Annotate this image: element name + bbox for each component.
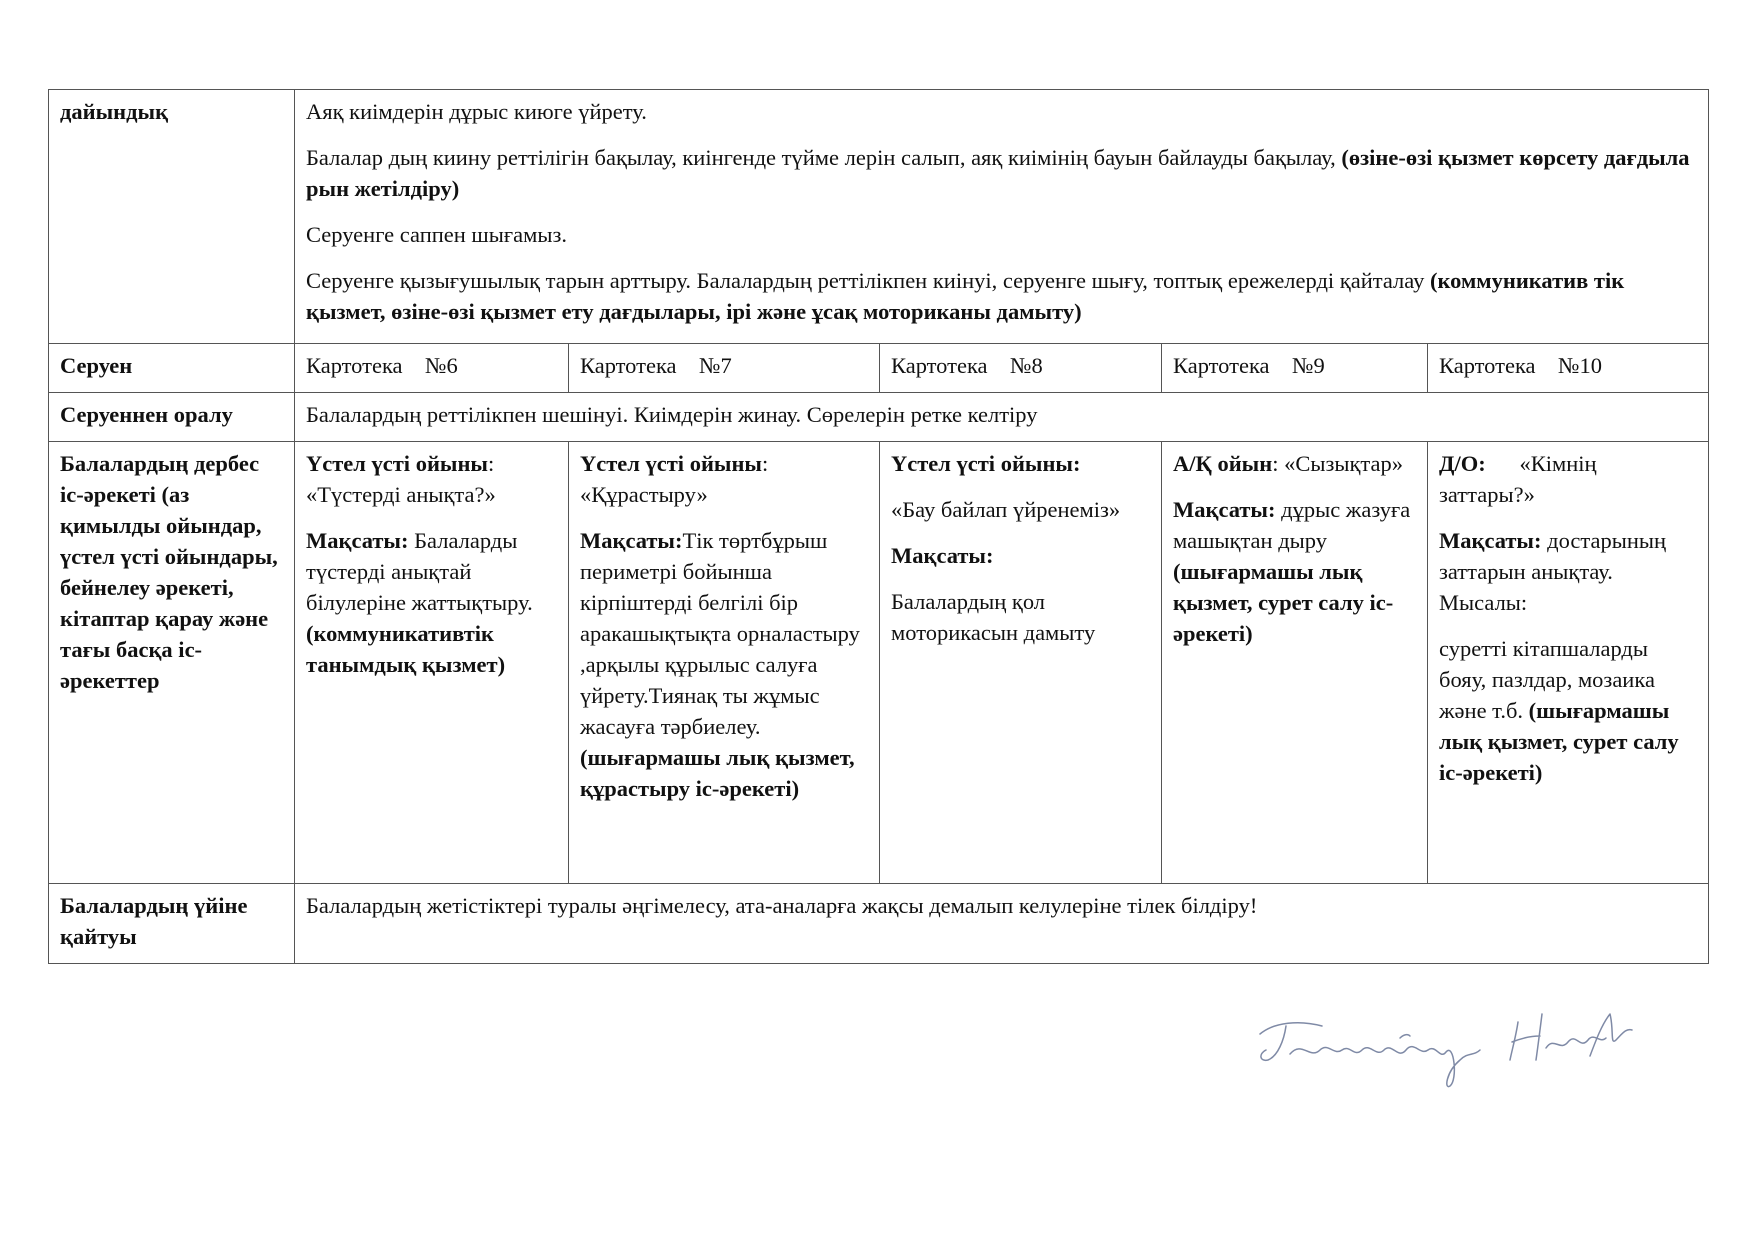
preparation-p4 [306, 265, 1697, 327]
activity-4-goal-label: Мақсаты: [1173, 497, 1276, 522]
activity-1-game: : «Түстерді анықта?» [306, 451, 496, 507]
activity-5-game: «Кімнің заттары?» [1439, 451, 1603, 507]
activity-3-type [891, 448, 1150, 479]
activity-2-goal-text: Тік төртбұрыш периметрі бойынша кірпіштерді белгілі бір аракашықтықта орналастыру ,арқылы құрылыс салуға үйрету.Тиянақ ты жұмыс жасауға тәрбиелеу. [580, 528, 860, 739]
walk-card-3: Картотека №8 [880, 344, 1162, 393]
activity-2-goal [580, 525, 868, 804]
walk-card-1: Картотека №6 [295, 344, 569, 393]
activity-3-type-text: Үстел үсті ойыны: [891, 451, 1081, 476]
activity-4-goal-text: дұрыс жазуға машықтан дыру [1173, 497, 1411, 553]
activity-2-type: Үстел үсті ойыны [580, 451, 762, 476]
preparation-p1: Аяқ киімдерін дұрыс киюге үйрету. [306, 99, 647, 124]
activity-3-goal-label-text: Мақсаты: [891, 543, 994, 568]
activity-4-goal [1173, 494, 1416, 649]
activity-5-goal-text: достарының заттарын анықтау. Мысалы: [1439, 528, 1667, 615]
preparation-p2-bold: (өзіне-өзі қызмет көрсету дағдыла рын жетілдіру) [306, 145, 1690, 201]
row-label-home: Балалардың үйіне қайтуы [49, 884, 295, 964]
row-activities [49, 442, 1709, 884]
activity-4-type: А/Қ ойын [1173, 451, 1273, 476]
activity-5-extra-text: суретті кітапшаларды бояу, пазлдар, мозаика және т.б. [1439, 636, 1655, 723]
row-walk [49, 344, 1709, 393]
row-preparation [49, 90, 1709, 344]
plan-table [48, 89, 1709, 964]
preparation-p2-text: Балалар дың киину реттілігін бақылау, киінгенде түйме лерін салып, аяқ киімінің бауын байлауды бақылау, [306, 145, 1342, 170]
row-label-activities: Балалардың дербес іс-әрекеті (аз қимылды ойындар, үстел үсті ойындары, бейнелеу әрекеті, кітаптар қарау және тағы басқа іс-әрекеттер [49, 442, 295, 884]
preparation-p4-text: Серуенге қызығушылық тарын арттыру. Балалардың реттілікпен киінуі, серуенге шығу, топтық ережелерді қайталау [306, 268, 1430, 293]
activity-2-goal-area: (шығармашы лық қызмет, құрастыру іс-әрекеті) [580, 745, 855, 801]
activity-1-goal [306, 525, 557, 680]
handwritten-signature [1250, 1000, 1690, 1090]
home-content: Балалардың жетістіктері туралы әңгімелесу, ата-аналарға жақсы демалып келулеріне тілек білдіру! [295, 884, 1709, 964]
activity-1-goal-text: Балаларды түстерді анықтай білулеріне жаттықтыру. [306, 528, 533, 615]
activity-cell-3 [880, 442, 1162, 884]
activity-5-goal-label: Мақсаты: [1439, 528, 1542, 553]
signature-word-stroke [1290, 1047, 1480, 1087]
activity-cell-4 [1162, 442, 1428, 884]
walk-card-4: Картотека №9 [1162, 344, 1428, 393]
activity-3-goal-text: Балалардың қол моторикасын дамыту [891, 589, 1096, 645]
activity-2-goal-label: Мақсаты: [580, 528, 683, 553]
activity-1-heading [306, 448, 557, 510]
activity-3-goal-label [891, 540, 1150, 571]
activity-1-type: Үстел үсті ойыны [306, 451, 488, 476]
activity-4-goal-area: (шығармашы лық қызмет, сурет салу іс-әрекеті) [1173, 559, 1394, 646]
signature-accent-stroke [1400, 1035, 1410, 1038]
activity-cell-5 [1428, 442, 1709, 884]
row-return [49, 393, 1709, 442]
activity-5-type: Д/О: [1439, 451, 1486, 476]
preparation-p3: Серуенге саппен шығамыз. [306, 222, 567, 247]
signature-flourish-stroke [1546, 1014, 1632, 1056]
walk-card-2: Картотека №7 [569, 344, 880, 393]
row-label-walk: Серуен [49, 344, 295, 393]
activity-4-heading [1173, 448, 1416, 479]
preparation-p4-bold: (коммуникатив тік қызмет, өзіне-өзі қызмет ету дағдылары, ірі және ұсақ моториканы дамыту) [306, 268, 1625, 324]
row-label-return: Серуеннен оралу [49, 393, 295, 442]
signature-initial-stroke [1510, 1014, 1542, 1060]
activity-4-game: : «Сызықтар» [1272, 451, 1403, 476]
row-label-preparation: дайындық [49, 90, 295, 344]
preparation-content [295, 90, 1709, 344]
activity-cell-1 [295, 442, 569, 884]
return-content: Балалардың реттілікпен шешінуі. Киімдерін жинау. Сөрелерін ретке келтіру [295, 393, 1709, 442]
activity-5-goal-area: (шығармашы лық қызмет, сурет салу іс-әрекеті) [1439, 698, 1679, 785]
activity-cell-2 [569, 442, 880, 884]
row-home [49, 884, 1709, 964]
activity-1-goal-area: (коммуникативтік танымдық қызмет) [306, 621, 506, 677]
activity-3-game: «Бау байлап үйренеміз» [891, 497, 1121, 522]
walk-card-5: Картотека №10 [1428, 344, 1709, 393]
signature-letter-t [1260, 1023, 1322, 1061]
activity-5-extra [1439, 633, 1697, 788]
activity-2-heading [580, 448, 868, 510]
preparation-p2 [306, 142, 1697, 204]
activity-5-goal [1439, 525, 1697, 618]
activity-2-game: : «Құрастыру» [580, 451, 769, 507]
activity-1-goal-label: Мақсаты: [306, 528, 409, 553]
activity-5-heading [1439, 448, 1697, 510]
